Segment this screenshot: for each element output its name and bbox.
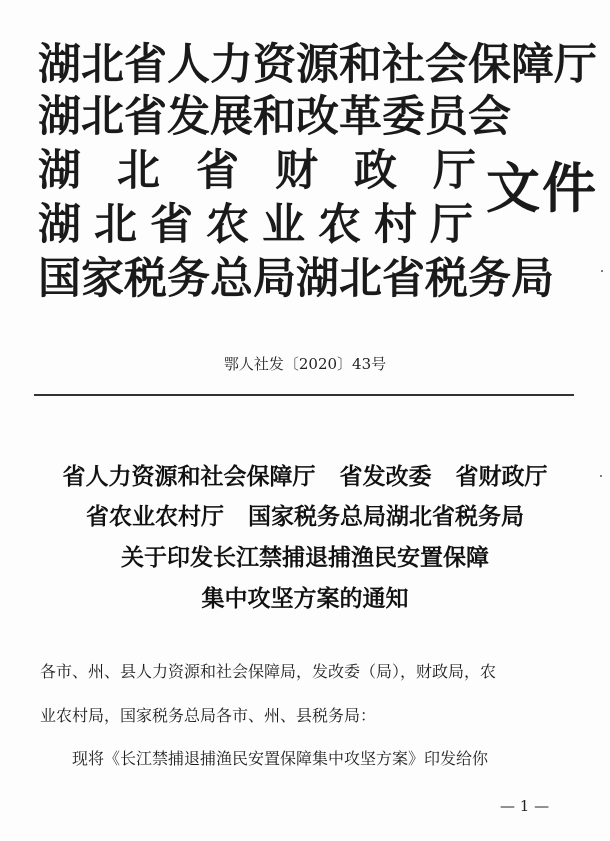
notice-title-line-2: 省农业农村厅 国家税务总局湖北省税务局 — [85, 503, 524, 530]
notice-title-line-4: 集中攻坚方案的通知 — [201, 585, 409, 612]
issuer-line-2: 湖北省发展和改革委员会 — [38, 92, 511, 142]
addressee-line-1: 各市、州、县人力资源和社会保障局，发改委（局），财政局，农 — [40, 662, 497, 681]
issuer-line-4: 湖北省农业农村厅 — [38, 200, 486, 250]
addressee-line-2: 业农村局，国家税务总局各市、州、县税务局： — [40, 706, 377, 725]
issuer-line-1: 湖北省人力资源和社会保障厅 — [38, 40, 597, 90]
issuer-line-5: 国家税务总局湖北省税务局 — [38, 254, 554, 304]
scan-speck — [600, 475, 602, 477]
scan-speck — [601, 270, 603, 272]
notice-title-line-1: 省人力资源和社会保障厅 省发改委 省财政厅 — [62, 463, 548, 490]
issuer-line-3: 湖北省财政厅 — [38, 146, 512, 196]
document-number: 鄂人社发〔2020〕43号 — [223, 355, 387, 373]
document-suffix: 文件 — [486, 156, 598, 220]
issuing-authorities-header — [38, 40, 598, 310]
body-paragraph: 现将《长江禁捕退捕渔民安置保障集中攻坚方案》印发给你 — [72, 749, 489, 768]
header-divider — [34, 394, 574, 396]
notice-title-line-3: 关于印发长江禁捕退捕渔民安置保障 — [121, 544, 489, 571]
page-number: — 1 — — [500, 797, 550, 815]
